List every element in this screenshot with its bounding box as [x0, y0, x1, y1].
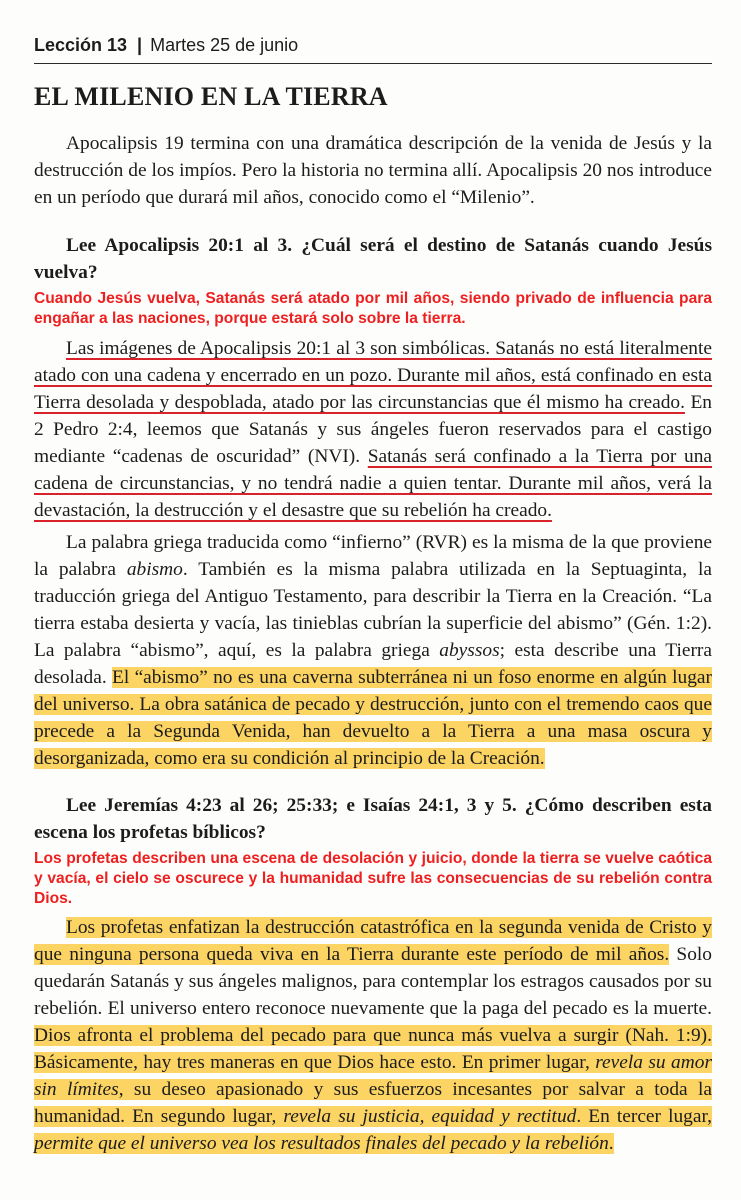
study-question-1: Lee Apocalipsis 20:1 al 3. ¿Cuál será el destino de Satanás cuando Jesús vuelva?: [34, 235, 712, 283]
handwritten-answer-2: Los profetas describen una escena de desolación y juicio, donde la tierra se vuelve caótica y vacía, el cielo se oscurece y la humanidad sufre las consecuencias de su rebelión contra Dios.: [34, 850, 712, 907]
italic-term: abismo: [126, 559, 183, 580]
header-separator: |: [137, 35, 143, 55]
highlighted-text-part: .: [608, 1133, 614, 1154]
plain-text: Solo quedarán Satanás y sus ángeles malignos, para contemplar los estragos causados por su rebelión. El universo entero reconoce nuevamente que la paga del pecado es la muerte.: [34, 944, 712, 1019]
page-title: EL MILENIO EN LA TIERRA: [34, 82, 388, 111]
highlighted-text: El “abismo” no es una caverna subterránea ni un foso enorme en algún lugar del universo. La obra satánica de pecado y destrucción, junto con el tremendo caos que precede a la Segunda Venida, han devuelto a la Tierra a una masa oscura y desorganizada, como era su condición al principio de la Creación.: [34, 667, 712, 769]
plain-text: En 2 Pedro 2:4, leemos que Satanás y sus ángeles fueron reservados para el castigo mediante “cadenas de oscuridad” (NVI).: [34, 392, 712, 467]
highlighted-text-part: . En tercer lugar,: [576, 1106, 712, 1127]
intro-paragraph: Apocalipsis 19 termina con una dramática descripción de la venida de Jesús y la destrucción de los impíos. Pero la historia no termina allí. Apocalipsis 20 nos introduce en un período que durará mil años, conocido como el “Milenio”.: [34, 133, 712, 208]
highlighted-text: Los profetas enfatizan la destrucción catastrófica en la segunda venida de Cristo y que ninguna persona queda viva en la Tierra durante este período de mil años.: [34, 917, 712, 965]
highlighted-text-part: Dios afronta el problema del pecado para que nunca más vuelva a surgir (Nah. 1:9). Básicamente, hay tres maneras en que Dios hace esto. En primer lugar,: [34, 1025, 712, 1073]
highlighted-text-part: , su deseo apasionado y sus esfuerzos incesantes por salvar a toda la humanidad. En segundo lugar,: [34, 1079, 713, 1127]
underlined-text: Satanás será confinado a la Tierra por una cadena de circunstancias, y no tendrá nadie a quien tentar. Durante mil años, verá la devastación, la destrucción y el desastre que su rebelión ha creado.: [34, 446, 712, 521]
italic-term: abyssos: [439, 640, 500, 661]
plain-text: La palabra griega traducida como “infierno” (RVR) es la misma de la que proviene la palabra: [34, 532, 712, 580]
plain-text: ; esta describe una Tierra desolada.: [34, 640, 712, 688]
italic-phrase: permite que el universo vea los resultados finales del pecado y la rebelión: [34, 1133, 609, 1154]
commentary-paragraph-3: [34, 914, 712, 1157]
italic-phrase: revela su justicia, equidad y rectitud: [283, 1106, 577, 1127]
handwritten-answer-1: Cuando Jesús vuelva, Satanás será atado por mil años, siendo privado de influencia para engañar a las naciones, porque estará solo sobre la tierra.: [34, 290, 712, 327]
highlighted-text: [34, 1025, 712, 1154]
commentary-paragraph-2: [34, 529, 712, 772]
header-rule: [34, 63, 712, 64]
lesson-header: [34, 0, 712, 59]
lesson-number: Lección 13: [34, 35, 128, 55]
italic-phrase: revela su amor sin límites: [34, 1052, 712, 1100]
commentary-paragraph-1: [34, 335, 712, 524]
study-question-2: Lee Jeremías 4:23 al 26; 25:33; e Isaías 24:1, 3 y 5. ¿Cómo describen esta escena los profetas bíblicos?: [34, 795, 712, 843]
plain-text: . También es la misma palabra utilizada en la Septuaginta, la traducción griega del Antiguo Testamento, para describir la Tierra en la Creación. “La tierra estaba desierta y vacía, las tinieblas cubrían la superficie del abismo” (Gén. 1:2). La palabra “abismo”, aquí, es la palabra griega: [34, 559, 713, 661]
lesson-date: Martes 25 de junio: [150, 35, 299, 55]
underlined-text: Las imágenes de Apocalipsis 20:1 al 3 son simbólicas. Satanás no está literalmente atado con una cadena y encerrado en un pozo. Durante mil años, está confinado en esta Tierra desolada y despoblada, atado por las circunstancias que él mismo ha creado.: [34, 338, 712, 413]
